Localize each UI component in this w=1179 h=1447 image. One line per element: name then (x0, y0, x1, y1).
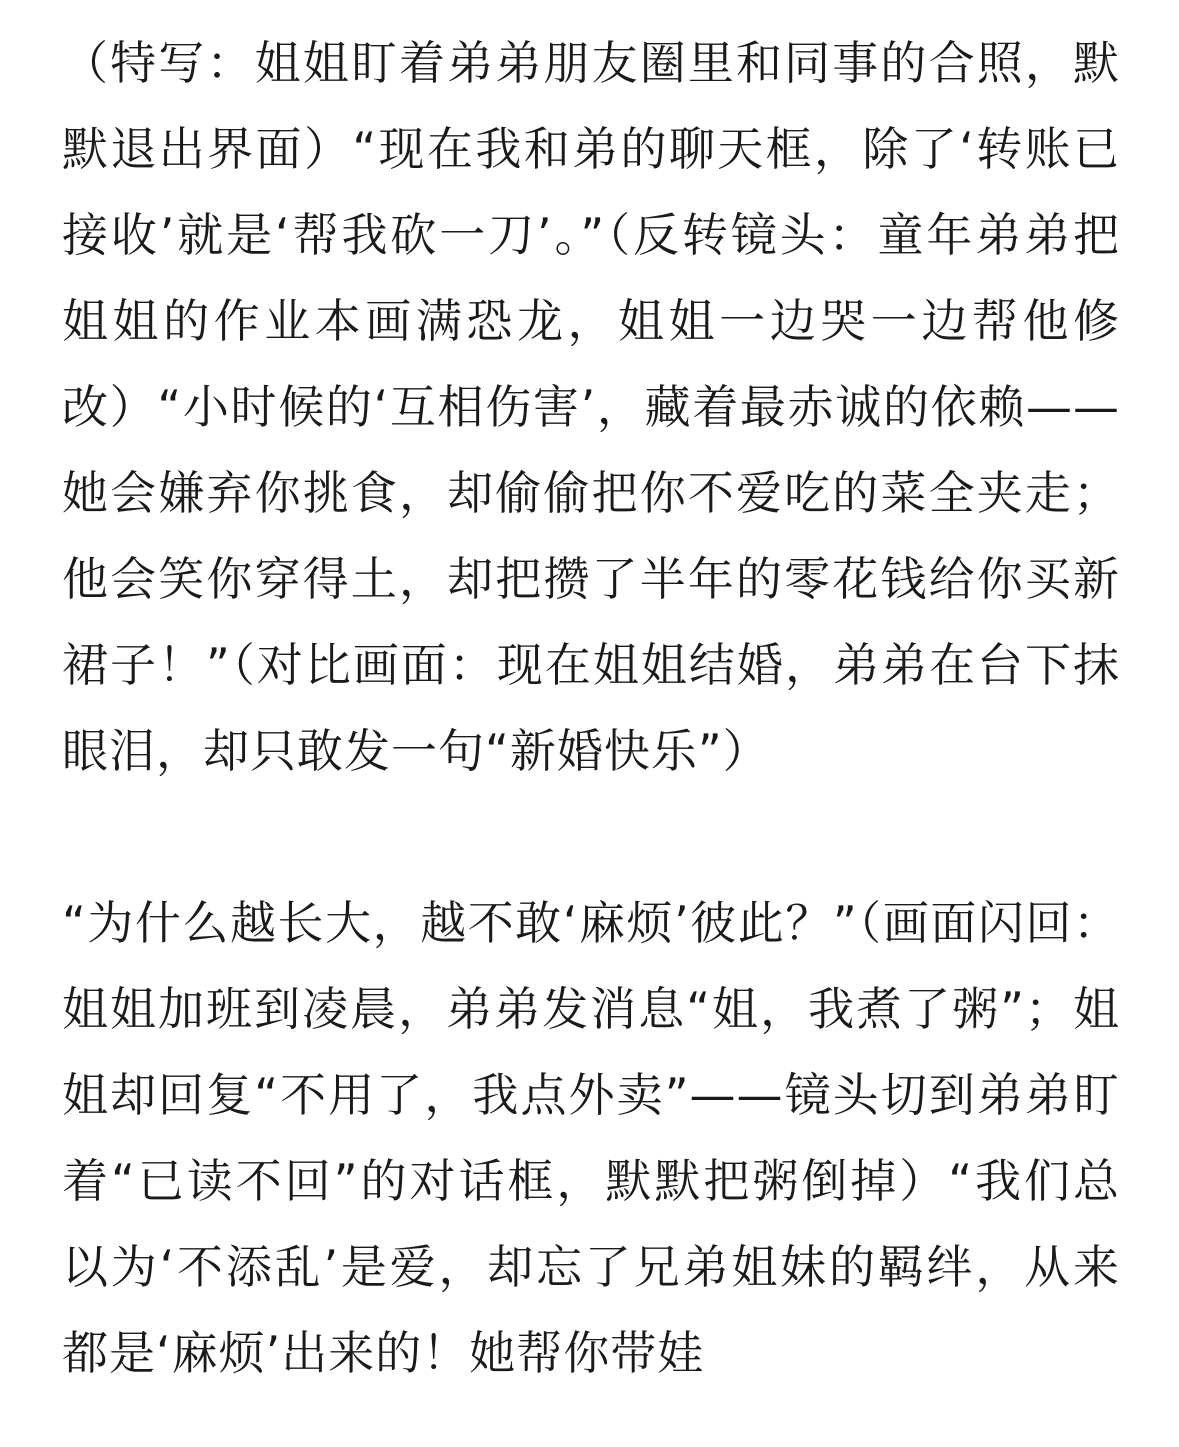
paragraph-spacer (62, 794, 1120, 880)
article-body (62, 20, 1120, 1396)
paragraph-1: （特写：姐姐盯着弟弟朋友圈里和同事的合照，默默退出界面）“现在我和弟的聊天框，除了‘转账已接收’就是‘帮我砍一刀’。”（反转镜头：童年弟弟把姐姐的作业本画满恐龙，姐姐一边哭一边帮他修改）“小时候的‘互相伤害’，藏着最赤诚的依赖——她会嫌弃你挑食，却偷偷把你不爱吃的菜全夹走；他会笑你穿得土，却把攒了半年的零花钱给你买新裙子！”（对比画面：现在姐姐结婚，弟弟在台下抹眼泪，却只敢发一句“新婚快乐”） (62, 36, 1120, 778)
paragraph-2: “为什么越长大，越不敢‘麻烦’彼此？”（画面闪回：姐姐加班到凌晨，弟弟发消息“姐，我煮了粥”；姐姐却回复“不用了，我点外卖”——镜头切到弟弟盯着“已读不回”的对话框，默默把粥倒掉）“我们总以为‘不添乱’是爱，却忘了兄弟姐妹的羁绊，从来都是‘麻烦’出来的！她帮你带娃 (62, 896, 1120, 1380)
